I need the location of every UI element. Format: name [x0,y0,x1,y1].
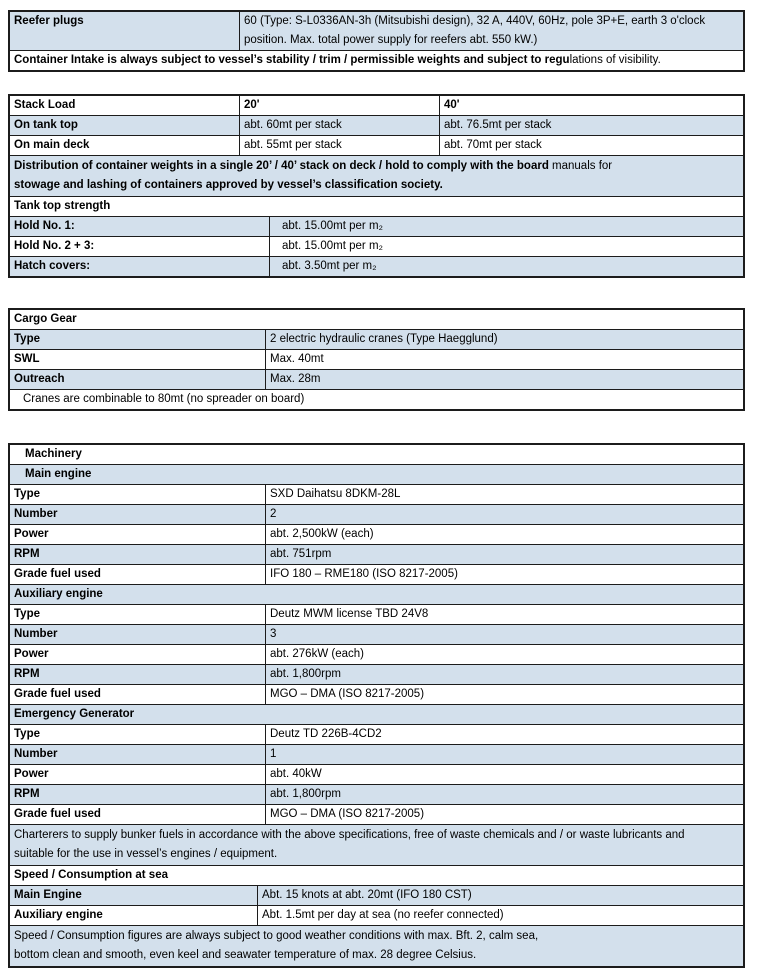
row-label: Main Engine [14,889,82,901]
row-label: On tank top [14,119,78,131]
table-row [10,135,743,155]
table-row [10,744,743,764]
note-line-1: Speed / Consumption figures are always subject to good weather conditions with max. Bft. 2, calm sea, [14,930,539,942]
table-row [10,804,743,824]
row-value: abt. 276kW (each) [265,645,743,664]
table-row [10,369,743,389]
table-title: Machinery [25,448,82,460]
row-label: Hold No. 2 + 3: [14,240,95,252]
column-header-20ft: 20' [239,96,439,115]
row-value: MGO – DMA (ISO 8217-2005) [265,685,743,704]
row-value-20ft: abt. 60mt per stack [239,116,439,135]
stack-load-table [8,94,745,278]
section-header: Emergency Generator [14,708,135,720]
table-row [10,484,743,504]
row-value: Max. 28m [265,370,743,389]
reefer-plugs-table [8,10,745,72]
section-header: Speed / Consumption at sea [14,869,168,881]
table-title-row [10,445,743,464]
row-value-20ft: abt. 55mt per stack [239,136,439,155]
note-normal-part: lations of visibility. [569,54,661,66]
table-row [10,644,743,664]
speed-consumption-header [10,865,743,885]
note-text: Cranes are combinable to 80mt (no spreader on board) [23,393,305,405]
section-header: Main engine [25,468,92,480]
row-value: 3 [265,625,743,644]
main-engine-header [10,464,743,484]
table-row [10,504,743,524]
table-header-row [10,96,743,115]
table-row [10,684,743,704]
row-value: abt. 1,800rpm [265,785,743,804]
table-row [10,604,743,624]
row-value: 60 (Type: S-L0336AN-3h (Mitsubishi design), 32 A, 440V, 60Hz, pole 3P+E, earth 3 o'clock position. Max. total power supply for reefers abt. 550 kW.) [239,12,743,50]
row-value: 2 [265,505,743,524]
row-value: abt. 40kW [265,765,743,784]
row-label: Type [14,333,40,345]
note-bold-part: Container Intake is always subject to vessel’s stability / trim / permissible weights and subject to regu [14,54,570,66]
cranes-note [10,389,743,409]
section-header: Cargo Gear [14,313,77,325]
row-label: Hatch covers: [14,260,91,272]
row-label: Type [14,608,40,620]
table-row [10,256,743,276]
note-text [10,51,743,70]
table-row [10,784,743,804]
row-value: Max. 40mt [265,350,743,369]
emergency-generator-header [10,704,743,724]
table-row [10,544,743,564]
row-label: Number [14,748,58,760]
table-row [10,236,743,256]
machinery-table [8,443,745,968]
row-label: RPM [14,668,40,680]
table-row [10,885,743,905]
distribution-note [10,155,743,196]
table-row [10,664,743,684]
row-label: RPM [14,788,40,800]
container-intake-note [10,50,743,70]
row-value: abt. 2,500kW (each) [265,525,743,544]
table-row [10,216,743,236]
table-row [10,764,743,784]
row-label: Power [14,528,49,540]
bunker-fuel-note [10,824,743,865]
table-row [10,564,743,584]
cargo-gear-table [8,308,745,411]
row-label: Auxiliary engine [14,909,103,921]
section-header: Auxiliary engine [14,588,103,600]
note-line-1 [14,157,739,176]
row-label: RPM [14,548,40,560]
note-line-2: stowage and lashing of containers approved by vessel’s classification society. [14,179,443,191]
row-value: Abt. 15 knots at abt. 20mt (IFO 180 CST) [257,886,743,905]
row-label: On main deck [14,139,90,151]
table-row [10,349,743,369]
row-value: Abt. 1.5mt per day at sea (no reefer connected) [257,906,743,925]
tank-top-strength-header [10,196,743,216]
column-header: Stack Load [14,99,76,111]
auxiliary-engine-header [10,584,743,604]
row-value-40ft: abt. 70mt per stack [439,136,743,155]
note-text [10,926,743,966]
row-label: Type [14,488,40,500]
row-value: abt. 1,800rpm [265,665,743,684]
row-value: 2 electric hydraulic cranes (Type Haegglund) [265,330,743,349]
table-header-row [10,310,743,329]
table-row [10,12,743,50]
table-row [10,329,743,349]
row-label: Type [14,728,40,740]
row-label: Power [14,768,49,780]
row-label: Hold No. 1: [14,220,75,232]
row-label: Number [14,628,58,640]
row-value: MGO – DMA (ISO 8217-2005) [265,805,743,824]
table-row [10,115,743,135]
row-label: Reefer plugs [14,15,84,27]
row-value-40ft: abt. 76.5mt per stack [439,116,743,135]
row-value: abt. 751rpm [265,545,743,564]
section-header: Tank top strength [14,200,111,212]
row-value: Deutz MWM license TBD 24V8 [265,605,743,624]
note-text [10,156,743,196]
speed-consumption-note [10,925,743,966]
table-row [10,524,743,544]
row-value: abt. 15.00mt per m₂ [269,217,743,236]
row-value: 1 [265,745,743,764]
table-row [10,624,743,644]
table-row [10,905,743,925]
table-row [10,724,743,744]
row-label: Power [14,648,49,660]
row-value: abt. 3.50mt per m₂ [269,257,743,276]
row-value: SXD Daihatsu 8DKM-28L [265,485,743,504]
note-line-2: suitable for the use in vessel’s engines / equipment. [14,848,278,860]
row-label: Grade fuel used [14,568,101,580]
row-value: IFO 180 – RME180 (ISO 8217-2005) [265,565,743,584]
note-line-1: Charterers to supply bunker fuels in accordance with the above specifications, free of waste chemicals and / or waste lubricants and [14,829,685,841]
row-label: SWL [14,353,40,365]
row-label: Number [14,508,58,520]
note-bold-part: Distribution of container weights in a single 20’ / 40’ stack on deck / hold to comply with the board [14,160,549,172]
note-text [10,825,743,865]
row-label: Grade fuel used [14,808,101,820]
note-normal-part: manuals for [548,160,613,172]
row-label: Outreach [14,373,65,385]
row-label: Grade fuel used [14,688,101,700]
row-value: abt. 15.00mt per m₂ [269,237,743,256]
row-value: Deutz TD 226B-4CD2 [265,725,743,744]
column-header-40ft: 40' [439,96,743,115]
note-line-2: bottom clean and smooth, even keel and seawater temperature of max. 28 degree Celsius. [14,949,477,961]
